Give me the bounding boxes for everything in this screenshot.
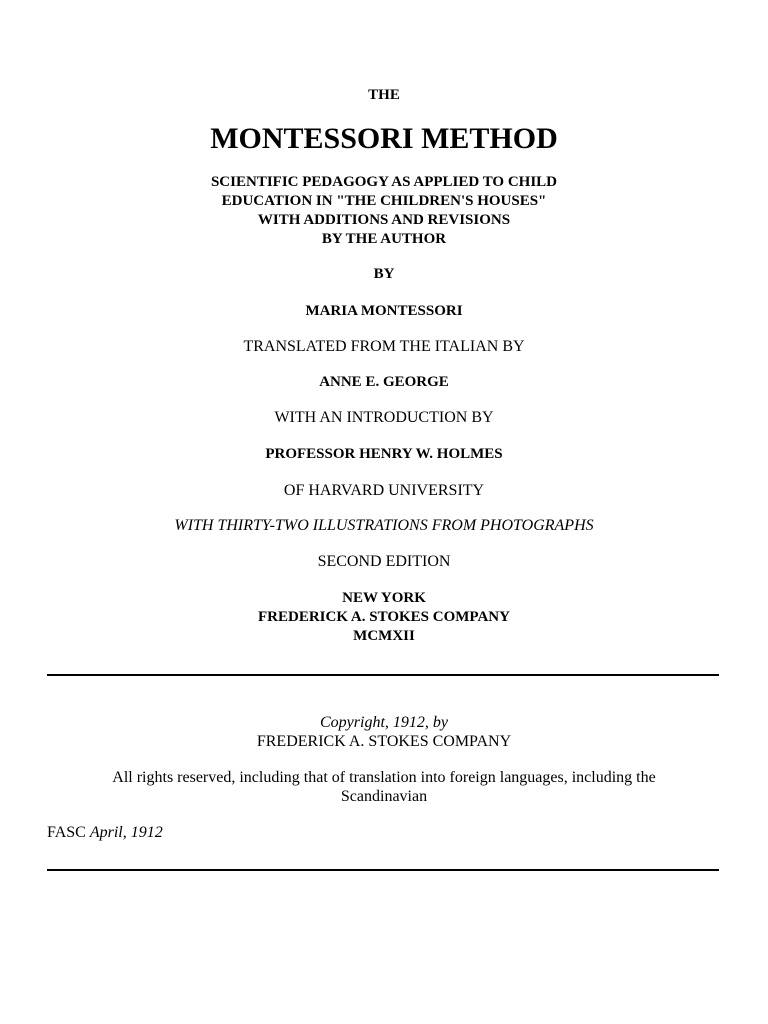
translator-name: ANNE E. GEORGE — [319, 374, 449, 390]
fasc-label: FASC — [47, 824, 86, 841]
intro-label: WITH AN INTRODUCTION BY — [274, 409, 494, 426]
author-name: MARIA MONTESSORI — [305, 303, 463, 319]
publisher-city: NEW YORK — [342, 590, 426, 606]
fasc-date: April, 1912 — [89, 824, 163, 841]
publisher-name: FREDERICK A. STOKES COMPANY — [258, 609, 510, 625]
subtitle-line: SCIENTIFIC PEDAGOGY AS APPLIED TO CHILD — [210, 174, 558, 190]
horizontal-rule-bottom — [47, 869, 719, 871]
subtitle-line: EDUCATION IN "THE CHILDREN'S HOUSES" — [221, 193, 547, 209]
edition-label: SECOND EDITION — [317, 553, 451, 570]
translated-label: TRANSLATED FROM THE ITALIAN BY — [243, 338, 525, 355]
rights-line: Scandinavian — [340, 788, 428, 805]
by-label: BY — [373, 266, 395, 282]
title-the: THE — [368, 87, 400, 103]
illustrations-note: WITH THIRTY-TWO ILLUSTRATIONS FROM PHOTOGRAPHS — [174, 517, 594, 534]
copyright-line: Copyright, 1912, by — [320, 714, 448, 731]
intro-affiliation: OF HARVARD UNIVERSITY — [283, 482, 485, 499]
publisher-year: MCMXII — [353, 628, 415, 644]
subtitle-line: BY THE AUTHOR — [321, 231, 447, 247]
horizontal-rule-top — [47, 674, 719, 676]
main-title: MONTESSORI METHOD — [210, 122, 558, 155]
intro-author: PROFESSOR HENRY W. HOLMES — [265, 446, 503, 462]
copyright-holder: FREDERICK A. STOKES COMPANY — [256, 733, 512, 750]
fasc-line — [47, 823, 163, 842]
rights-line: All rights reserved, including that of translation into foreign languages, including the — [112, 769, 656, 786]
subtitle-line: WITH ADDITIONS AND REVISIONS — [257, 212, 511, 228]
